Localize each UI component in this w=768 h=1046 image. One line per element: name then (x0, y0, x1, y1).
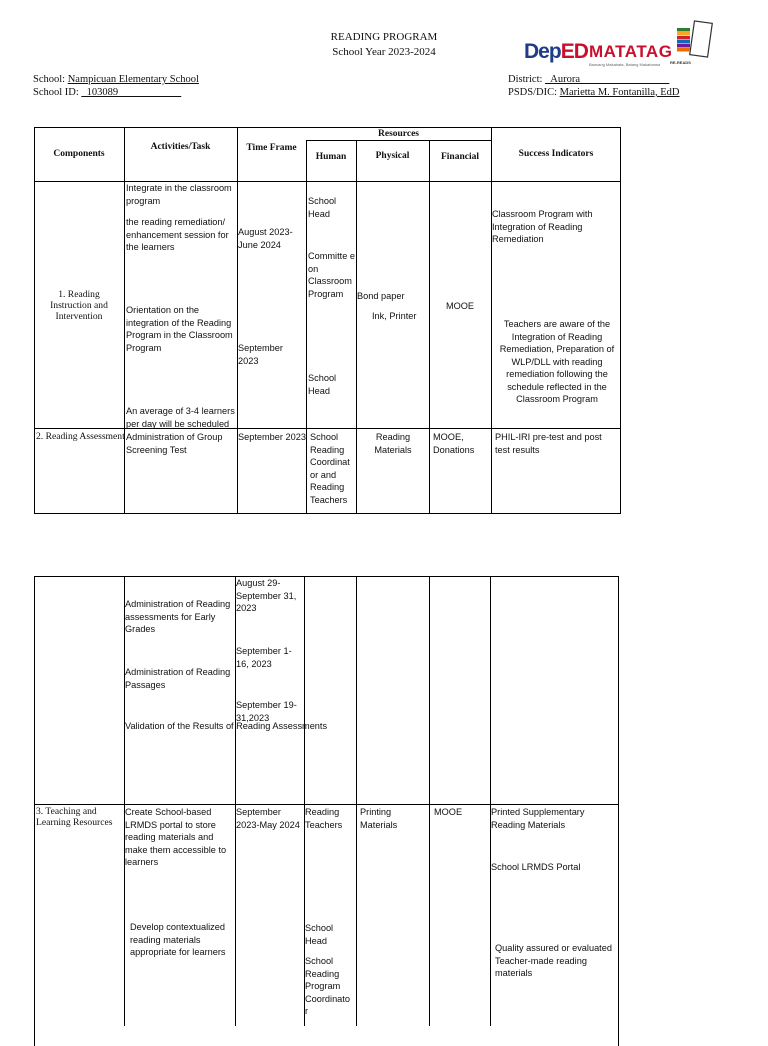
row1-time-2: September 2023 (238, 343, 283, 366)
grid-line (124, 127, 125, 513)
document-title: READING PROGRAM (330, 31, 438, 43)
district-value: _Aurora_________________ (545, 74, 670, 85)
row4-success-3: Quality assured or evaluated Teacher-made reading materials (495, 943, 612, 978)
row1-time-1: August 2023-June 2024 (238, 227, 293, 250)
row3-time-1: August 29-September 31, 2023 (236, 578, 297, 613)
grid-line (235, 576, 236, 1026)
row2-human: School Reading Coordinat or and Reading Teachers (310, 432, 350, 505)
row4-success-2: School LRMDS Portal (491, 862, 581, 872)
row4-activity-1: Create School-based LRMDS portal to store reading materials and make them accessible to learners (125, 807, 227, 867)
col-physical: Physical (375, 151, 410, 161)
row4-financial: MOOE (434, 807, 463, 817)
row2-time: September 2023 (238, 432, 306, 442)
row1-activity-2: the reading remediation/ enhancement session for the learners (126, 217, 229, 252)
school-label: School: (33, 74, 68, 85)
matatag-logo: MATATAG (589, 42, 673, 61)
psds-label: PSDS/DIC: (508, 87, 560, 98)
row3-activity-2: Administration of Reading Passages (125, 667, 231, 690)
row1-success-1: Classroom Program with Integration of Reading Remediation (492, 209, 593, 244)
row1-physical-1: Bond paper (357, 291, 405, 301)
row1-success-2: Teachers are aware of the Integration of Reading Remediation, Preparation of WLP/DLL with reading remediation following the schedule reflected in the Classroom Program (499, 319, 615, 404)
district-line (508, 74, 669, 85)
grid-line (124, 576, 125, 1026)
row1-physical-2: Ink, Printer (372, 311, 417, 321)
row3-activity-3: Validation of the Results of Reading Assessments (125, 721, 328, 731)
psds-value: Marietta M. Fontanilla, EdD (559, 87, 680, 98)
row1-activity-1: Integrate in the classroom program (126, 183, 232, 206)
row2-financial: MOOE, Donations (433, 432, 475, 455)
row4-time: September 2023-May 2024 (236, 807, 300, 830)
col-human: Human (315, 152, 347, 162)
row2-physical: Reading Materials (374, 432, 412, 455)
school-id-label: School ID: (33, 87, 82, 98)
row4-activity-2: Develop contextualized reading materials appropriate for learners (130, 922, 226, 957)
row2-component: 2. Reading Assessment (36, 431, 125, 442)
grid-line (356, 140, 357, 513)
district-label: District: (508, 74, 546, 85)
grid-line (306, 140, 492, 141)
grid-line (34, 804, 619, 805)
col-financial: Financial (440, 152, 479, 162)
grid-line (491, 127, 492, 513)
grid-line (429, 140, 430, 513)
row2-activity: Administration of Group Screening Test (126, 432, 223, 455)
grid-line (490, 576, 491, 1026)
school-id-value: _103089____________ (81, 87, 182, 98)
row4-human-1: Reading Teachers (305, 807, 343, 830)
row4-success-1: Printed Supplementary Reading Materials (491, 807, 585, 830)
grid-line (429, 576, 430, 1026)
row1-human-1: School Head (308, 196, 337, 219)
col-success: Success Indicators (518, 149, 594, 159)
deped-logo-text-a: Dep (524, 40, 561, 63)
grid-line (356, 576, 357, 1026)
row1-financial: MOOE (445, 301, 475, 311)
school-id-line (33, 87, 181, 98)
school-value: Nampicuan Elementary School (67, 74, 199, 85)
row4-human-2: School Head (305, 923, 334, 946)
row3-activity-1: Administration of Reading assessments for Early Grades (125, 599, 231, 634)
row3-time-2: September 1-16, 2023 (236, 646, 292, 669)
col-components: Components (53, 149, 105, 159)
row1-activity-4: An average of 3-4 learners per day will be scheduled (126, 406, 235, 429)
row1-human-3: School Head (308, 373, 337, 396)
grid-line (34, 181, 621, 182)
school-line (33, 74, 199, 85)
grid-line (306, 140, 307, 513)
row1-component: 1. Reading Instruction and Intervention (50, 289, 108, 322)
row4-component: 3. Teaching and Learning Resources (36, 806, 113, 828)
col-activities: Activities/Task (150, 142, 211, 152)
grid-line (237, 127, 238, 513)
row4-human-3: School Reading Program Coordinato r (305, 956, 350, 1016)
row3-time-3: September 19-31,2023 (236, 700, 297, 723)
deped-logo (524, 40, 588, 64)
row1-activity-3: Orientation on the integration of the Reading Program in the Classroom Program (126, 305, 233, 353)
school-year: School Year 2023-2024 (332, 46, 436, 58)
deped-logo-text-b: ED (560, 40, 588, 63)
row2-success: PHIL-IRI pre-test and post test results (495, 432, 602, 455)
reread-logo-label: RE-READS (670, 60, 691, 65)
row4-physical: Printing Materials (360, 807, 398, 830)
col-resources: Resources (378, 129, 419, 139)
grid-line (34, 428, 621, 429)
matatag-tagline: Bansang Makabata, Batang Makabansa (589, 62, 661, 67)
row1-human-2: Committe e on Classroom Program (308, 251, 355, 299)
psds-line (508, 87, 680, 98)
reread-books-icon (672, 20, 714, 64)
col-time-frame: Time Frame (246, 143, 297, 153)
